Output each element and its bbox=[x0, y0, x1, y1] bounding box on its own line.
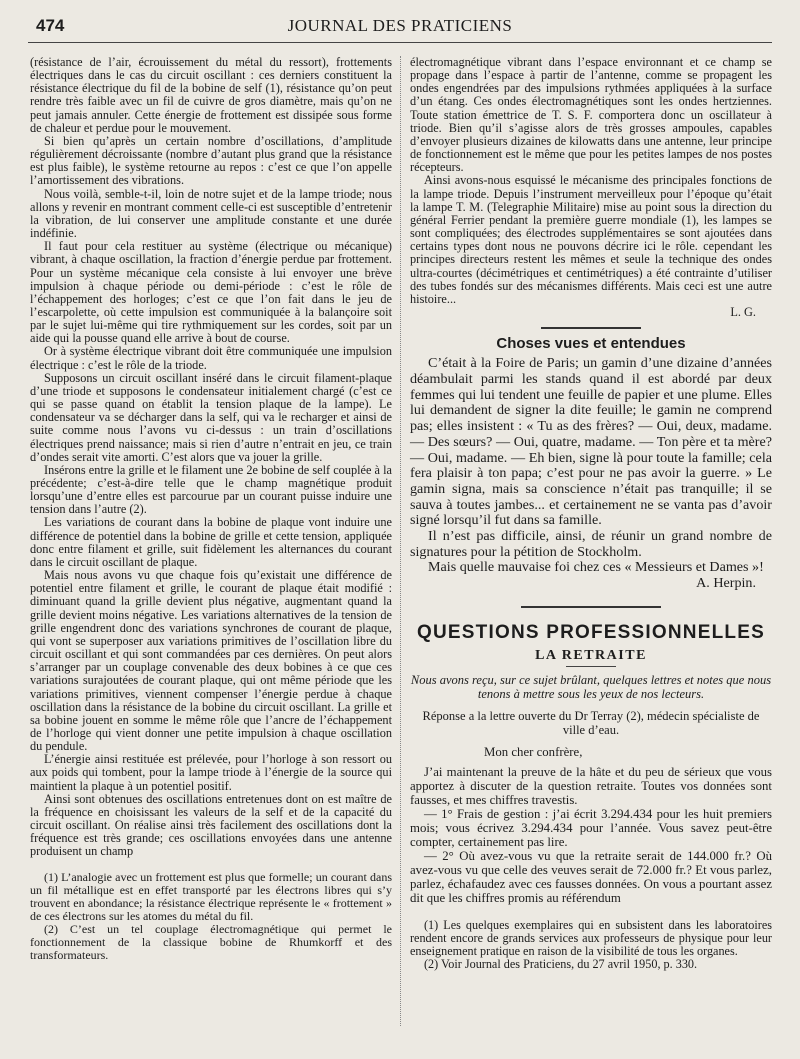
article-paragraph: L’énergie ainsi restituée est prélevée, pour l’horloge à son ressort ou aux poids qui tombent, pour la lampe triode à l’énergie de la source qui maintient la plaque à un potentiel positif. bbox=[30, 752, 392, 793]
journal-title: JOURNAL DES PRATICIENS bbox=[287, 16, 513, 35]
article-signature: A. Herpin. bbox=[696, 575, 756, 592]
choses-vues-article bbox=[410, 356, 772, 592]
subtitle-rule bbox=[566, 666, 616, 667]
article-paragraph: électromagnétique vibrant dans l’espace environnant et ce champ se propage dans l’espace à partir de l’antenne, comme se propagent les ondes engendrées par des impulsions rythmées appliquées à la surface d’un étang. Ces ondes électromagnétiques sont les ondes hertziennes. Toute station émettrice de T. S. F. comportera donc un oscillateur à triode. Bien qu’il s’agisse alors de très grosses ampoules, capables d’envoyer plusieurs dizaines de kilowatts dans une antenne, leur principe de fonctionnement est le même que pour les petites lampes de nos postes récepteurs. bbox=[410, 55, 772, 175]
article-paragraph: Il n’est pas difficile, ainsi, de réunir un grand nombre de signatures pour la pétition de Stockholm. bbox=[410, 528, 772, 560]
retraite-intro: Nous avons reçu, sur ce sujet brûlant, quelques lettres et notes que nous tenons à mettre sous les yeux de nos lecteurs. bbox=[410, 673, 772, 702]
article-paragraph: Ainsi avons-nous esquissé le mécanisme des principales fonctions de la lampe triode. Depuis l’instrument merveilleux pour l’époque qu’était la lampe T. M. (Telegraphie Militaire) mise au point sous la direction du général Ferrier pendant la première guerre mondiale (1), les lampes se sont compliquées; des électrodes supplémentaires se sont ajoutées dans certains types dont nous ne pouvons décrire ici le rôle. cependant les principes directeurs restent les mêmes et seule la technique des ondes ultra-courtes (décimétriques et centimétriques) a été contrainte d’utiliser des tubes fondés sur des mécanismes différents. Mais ceci est une autre histoire... bbox=[410, 173, 772, 306]
article-paragraph: (résistance de l’air, écrouissement du métal du ressort), frottements électriques dans le cas du circuit oscillant : ces derniers constituent la résistance électrique du fil de la bobine de self (1), résistance qu’on peut rendre très faible avec un fil de cuivre de gros diamètre, mais qu’on ne peut jamais annuler. Cette énergie de frottement est dissipée sous forme de chaleur et perdue pour le mouvement. bbox=[30, 55, 392, 135]
article-paragraph: — 2° Où avez-vous vu que la retraite serait de 144.000 fr.? Où avez-vous vu que celle des veuves serait de 72.000 fr.? Et vous parlez, parlez, échafaudez avec ces fausses données. On vous a pourtant assez dit que les chiffres promis au référendum bbox=[410, 849, 772, 906]
page-number: 474 bbox=[36, 16, 65, 35]
right-footnotes bbox=[410, 919, 772, 971]
article-paragraph: Les variations de courant dans la bobine de plaque vont induire une différence de potentiel dans la bobine de grille et cette tension, appliquée donc entre filament et grille, suit fidèlement les alternances du courant dans le circuit oscillant de plaque. bbox=[30, 515, 392, 569]
reply-heading: Réponse a la lettre ouverte du Dr Terray (2), médecin spécialiste de ville d’eau. bbox=[422, 709, 760, 738]
section-rule bbox=[521, 606, 661, 608]
left-footnotes bbox=[30, 871, 392, 963]
column-divider bbox=[400, 56, 401, 1026]
footnote: (1) Les quelques exemplaires qui en subsistent dans les laboratoires rendent encore de grands services aux professeurs de physique pour leur enseignement pratique en raison de la visibilité de tous les organes. bbox=[410, 918, 772, 959]
article-paragraph: Mais quelle mauvaise foi chez ces « Messieurs et Dames »! bbox=[428, 559, 764, 576]
article-paragraph: Si bien qu’après un certain nombre d’oscillations, d’amplitude régulièrement décroissante (nombre d’autant plus grand que la résistance est plus faible), le système retourne au repos : c’est ce que l’on appelle l’amortissement des vibrations. bbox=[30, 133, 392, 188]
article-paragraph: J’ai maintenant la preuve de la hâte et du peu de sérieux que vous apportez à discuter de la question retraite. Toutes vos données sont fausses, et mes chiffres travestis. bbox=[410, 765, 772, 808]
article-signature: L. G. bbox=[730, 304, 756, 319]
article-paragraph: C’était à la Foire de Paris; un gamin d’une dizaine d’années déambulait parmi les stands quand il est abordé par deux femmes qui lui tendent une feuille de papier et une plume. Elles lui demandent de signer la dite feuille; le gamin ne comprend pas; elles insistent : « Tu as des frères? — Oui, deux, madame. — Des sœurs? — Oui, quatre, madame. — Ton père et ta mère? — Oui, madame. — Eh bien, signe là pour toute la famille; cela fera plaisir à ton papa; c’est pour ne pas avoir la guerre. » Le gamin signa, mais sa conscience n’était pas tranquille; il se sauva à toutes jambes... et certainement ne se vanta pas d’avoir signé lorsqu’il fut dans sa famille. bbox=[410, 355, 772, 529]
article-paragraph: Insérons entre la grille et le filament une 2e bobine de self couplée à la précédente; c’est-à-dire telle que le champ magnétique produit lorsqu’une d’entre elles est parcourue par un courant puisse induire une tension dans l’autre (2). bbox=[30, 462, 392, 517]
questions-professionnelles-title: QUESTIONS PROFESSIONNELLES bbox=[417, 621, 765, 643]
retraite-letter bbox=[410, 745, 772, 905]
section-title: Choses vues et entendues bbox=[496, 335, 686, 353]
page-header bbox=[28, 12, 772, 43]
left-column bbox=[30, 56, 392, 963]
article-paragraph: Nous voilà, semble-t-il, loin de notre sujet et de la lampe triode; nous allons y revenir en montrant comment celle-ci est susceptible d’entretenir la vibration, de lui conserver une amplitude constante et une durée indéfinie. bbox=[30, 186, 392, 241]
article-paragraph: Supposons un circuit oscillant inséré dans le circuit filament-plaque d’une triode et supposons le condensateur initialement chargé (c’est ce qui se passe quand on établit la tension plaque de la lampe). Le condensateur va se décharger dans la self, qui va le recharger et ainsi de suite comme nous l’avons vu ci-dessus : un train d’oscillations électriques prend naissance; mais si rien d’autre n’entrait en jeu, ce train d’ondes serait vite amorti. C’est alors que va jouer la grille. bbox=[30, 370, 392, 464]
salutation: Mon cher confrère, bbox=[484, 745, 583, 760]
article-paragraph: Mais nous avons vu que chaque fois qu’existait une différence de potentiel entre filament et grille, le courant de plaque était modifié : diminuant quand la grille devient plus négative, augmentant quand la grille devient moins négative. Les variations alternatives de la tension de grille engendrent donc des variations synchrones de courant de plaque, qui vont se superposer aux variations primitives de l’oscillation libre du circuit oscillant et qui sont commandées par ces dernières. On peut alors s’arranger par un couplage convenable des deux bobines à ce que ces variations surajoutées de courant plaque, qui ont même période que les variations primitives, viennent compenser l’énergie perdue à chaque oscillation dans la résistance de la bobine du circuit oscillant. La grille et sa bobine jouent en somme le même rôle que l’ancre de l’échappement de l’horloge qui vient donner une petite impulsion à chaque oscillation du pendule. bbox=[30, 568, 392, 754]
section-rule bbox=[541, 327, 641, 329]
footnote: (1) L’analogie avec un frottement est plus que formelle; un courant dans un fil métallique est en effet transporté par les électrons libres qui s’y trouvent en abondance; la résistance électrique représente le « frottement » de ces électrons sur les atomes du métal du fil. bbox=[30, 869, 392, 923]
retraite-title: LA RETRAITE bbox=[535, 647, 647, 663]
article-paragraph: Il faut pour cela restituer au système (électrique ou mécanique) vibrant, à chaque oscillation, la fraction d’énergie perdue par frottement. Pour un système mécanique cela consiste à lui envoyer une brève impulsion à chaque période ou demi-période : c’est le rôle de l’échappement des horloges; c’est ce que l’on fait dans le jeu de l’escarpolette, où cette impulsion est communiquée à la balançoire soit par le sujet lui-même qui tire rythmiquement sur les cordes, soit par un aide qui la pousse quand elle arrive à bout de course. bbox=[30, 239, 392, 346]
article-paragraph: — 1° Frais de gestion : j’ai écrit 3.294.434 pour les huit premiers mois; vous écrivez 3.294.434 pour l’année. Vous savez peut-être compter, certainement pas lire. bbox=[410, 807, 772, 850]
article-paragraph: Or à système électrique vibrant doit être communiquée une impulsion électrique : c’est le rôle de la triode. bbox=[30, 344, 392, 372]
footnote: (2) Voir Journal des Praticiens, du 27 avril 1950, p. 330. bbox=[424, 957, 698, 972]
article-paragraph: Ainsi sont obtenues des oscillations entretenues dont on est maître de la fréquence en choisissant les valeurs de la self et de la capacité du circuit oscillant. On réalise ainsi très facilement des oscillations dont la fréquence est très grande; ces oscillations envoyées dans une antenne produisent un champ bbox=[30, 791, 392, 859]
right-column bbox=[410, 56, 772, 971]
footnote: (2) C’est un tel couplage électromagnétique qui permet le fonctionnement de la classique bobine de Rhumkorff et des transformateurs. bbox=[30, 922, 392, 963]
